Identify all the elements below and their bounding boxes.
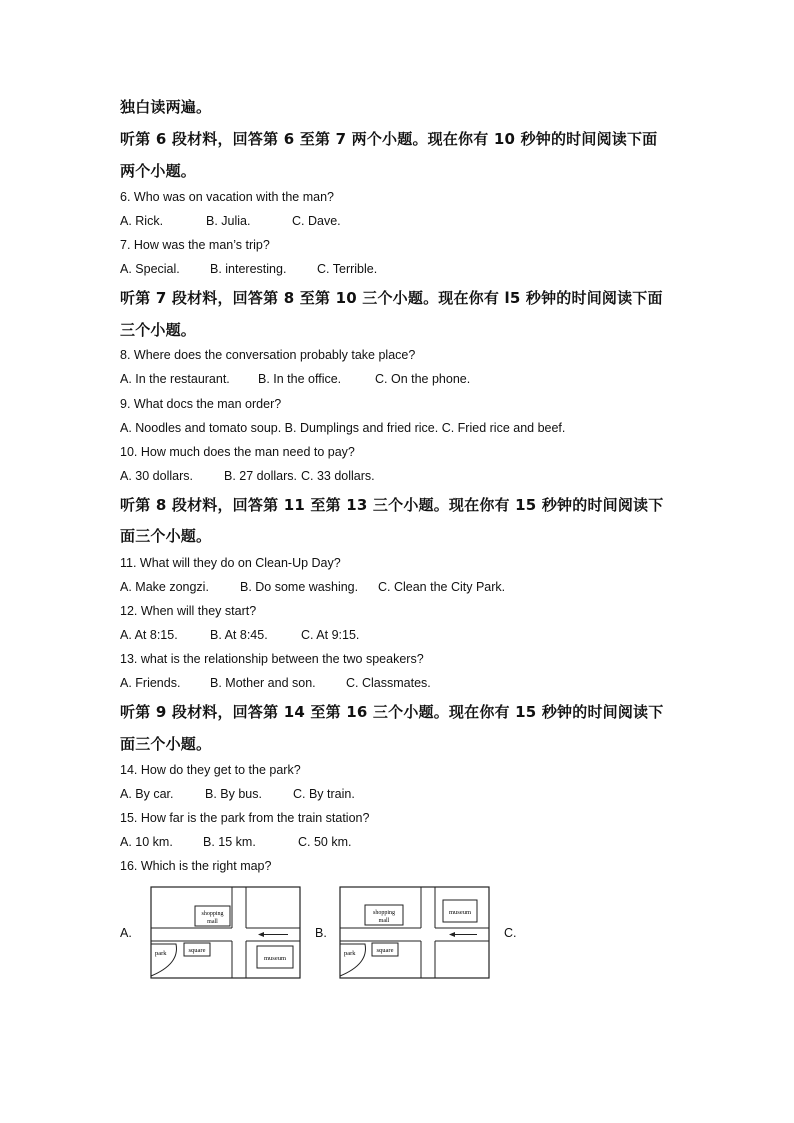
map-b-park-label: park (344, 950, 356, 957)
option-b: B. Mother and son. (210, 676, 316, 690)
map-b-mall-label: mall (378, 918, 390, 924)
instruction-line: 独白读两遍。 (120, 98, 212, 116)
question-12: 12. When will they start? (120, 604, 257, 618)
option-c: C. Classmates. (346, 676, 431, 690)
option-b: B. By bus. (205, 787, 262, 801)
option-b: B. Julia. (206, 214, 251, 228)
option-a: A. Make zongzi. (120, 580, 209, 594)
option-b: B. 15 km. (203, 835, 256, 849)
question-14-options (120, 787, 355, 801)
option-c: C. 50 km. (298, 835, 352, 849)
question-7: 7. How was the man’s trip? (120, 238, 270, 252)
section-7-instruction: 听第 7 段材料，回答第 8 至第 10 三个小题。现在你有 l5 秒钟的时间阅读下面 (120, 289, 663, 307)
option-c: C. Terrible. (317, 262, 378, 276)
question-6: 6. Who was on vacation with the man? (120, 190, 335, 204)
question-6-options (120, 214, 341, 228)
option-c: C. On the phone. (375, 372, 471, 386)
option-a: A. 10 km. (120, 835, 173, 849)
map-b-shopping-label: shopping (372, 910, 396, 916)
map-b-arrow-head (449, 932, 455, 937)
question-15: 15. How far is the park from the train station? (120, 811, 370, 825)
map-a-square-label: square (188, 947, 206, 954)
question-15-options (120, 835, 352, 849)
map-a (150, 886, 302, 980)
map-a-arrow-head (258, 932, 264, 937)
section-9-instruction: 听第 9 段材料，回答第 14 至第 16 三个小题。现在你有 15 秒钟的时间阅读下 (120, 703, 664, 721)
section-8-instruction: 听第 8 段材料，回答第 11 至第 13 三个小题。现在你有 15 秒钟的时间阅读下 (120, 496, 664, 514)
option-c: C. 33 dollars. (301, 469, 375, 483)
map-a-park-outline (151, 944, 176, 976)
question-11-options (120, 580, 505, 594)
option-c: C. At 9:15. (301, 628, 360, 642)
map-a-shopping-label: shopping (201, 911, 224, 917)
option-b: B. At 8:45. (210, 628, 268, 642)
question-7-options (120, 262, 377, 276)
question-8-options (120, 372, 470, 386)
option-a: A. In the restaurant. (120, 372, 230, 386)
question-9-options: A. Noodles and tomato soup. B. Dumplings and fried rice. C. Fried rice and beef. (120, 421, 566, 435)
section-7-instruction-cont: 三个小题。 (120, 321, 197, 339)
option-a: A. By car. (120, 787, 174, 801)
question-12-options (120, 628, 359, 642)
section-6-instruction: 听第 6 段材料，回答第 6 至第 7 两个小题。现在你有 10 秒钟的时间阅读下面 (120, 130, 658, 148)
option-c: C. Clean the City Park. (378, 580, 506, 594)
question-14: 14. How do they get to the park? (120, 763, 301, 777)
question-10-options (120, 469, 375, 483)
question-16: 16. Which is the right map? (120, 859, 272, 873)
option-a: A. At 8:15. (120, 628, 178, 642)
option-b: B. interesting. (210, 262, 287, 276)
map-b (339, 886, 491, 980)
section-6-instruction-cont: 两个小题。 (120, 162, 197, 180)
option-a: A. Friends. (120, 676, 181, 690)
question-10: 10. How much does the man need to pay? (120, 445, 355, 459)
option-b: B. Do some washing. (240, 580, 359, 594)
map-b-square-label: square (376, 947, 394, 954)
option-c: C. By train. (293, 787, 355, 801)
question-8: 8. Where does the conversation probably take place? (120, 348, 416, 362)
question-13: 13. what is the relationship between the two speakers? (120, 652, 424, 666)
map-b-park-outline (340, 944, 365, 976)
map-a-park-label: park (155, 950, 167, 957)
option-a: A. 30 dollars. (120, 469, 193, 483)
map-option-a-label: A. (120, 926, 132, 940)
option-b: B. 27 dollars. (224, 469, 297, 483)
map-option-b-label: B. (315, 926, 327, 940)
option-a: A. Rick. (120, 214, 164, 228)
section-8-instruction-cont: 面三个小题。 (120, 527, 212, 545)
option-b: B. In the office. (258, 372, 342, 386)
option-a: A. Special. (120, 262, 180, 276)
question-13-options (120, 676, 431, 690)
map-a-mall-label: mall (207, 919, 218, 925)
map-option-c-label: C. (504, 926, 517, 940)
question-9: 9. What docs the man order? (120, 397, 282, 411)
map-a-museum-label: museum (263, 955, 287, 962)
option-c: C. Dave. (292, 214, 341, 228)
section-9-instruction-cont: 面三个小题。 (120, 735, 212, 753)
question-11: 11. What will they do on Clean-Up Day? (120, 556, 341, 570)
map-b-museum-label: museum (448, 909, 472, 916)
